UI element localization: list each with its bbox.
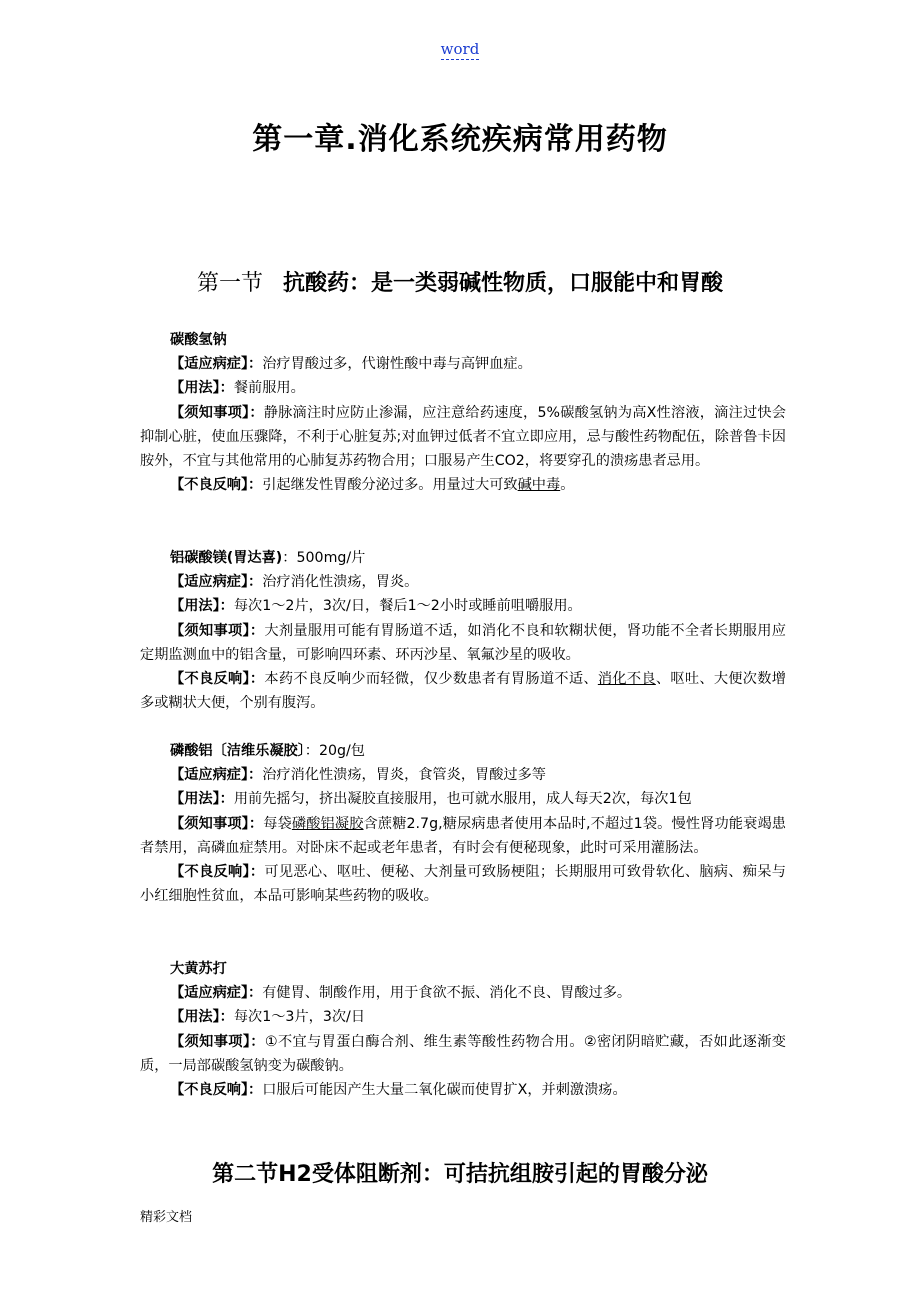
- section-1-number: 第一节: [196, 271, 263, 296]
- footer-text: 精彩文档: [140, 1210, 193, 1225]
- usage-line: 【用法】：每次1～2片，3次/日，餐后1～2小时或睡前咀嚼服用。: [170, 598, 582, 615]
- section-2-heading: [0, 1157, 920, 1188]
- usage-line: 【用法】：用前先摇匀，挤出凝胶直接服用，也可就水服用，成人每天2次，每次1包: [170, 791, 692, 808]
- chapter-title: 第一章.消化系统疾病常用药物: [252, 122, 668, 157]
- drug-entry-3: [140, 739, 786, 908]
- adverse-line: 【不良反响】：口服后可能因产生大量二氧化碳而使胃扩X，并刺激溃疡。: [170, 1082, 627, 1099]
- usage-line: 【用法】：每次1～3片，3次/日: [170, 1009, 366, 1026]
- section-2-title: 第二节H2受体阻断剂：可拮抗组胺引起的胃酸分泌: [212, 1162, 708, 1187]
- drug-name: 铝碳酸镁(胃达喜)：500mg/片: [170, 550, 366, 566]
- drug-entry-1: [140, 328, 786, 497]
- indication-line: 【适应病症】：治疗消化性溃疡，胃炎，食管炎，胃酸过多等: [170, 767, 546, 784]
- notice-line: 【须知事项】：大剂量服用可能有胃肠道不适，如消化不良和软糊状便，肾功能不全者长期服用应定期监测血中的铝含量，可影响四环素、环丙沙星、氧氟沙星的吸收。: [140, 622, 786, 663]
- adverse-line: 【不良反响】：引起继发性胃酸分泌过多。用量过大可致碱中毒。: [170, 477, 575, 494]
- drug-name: 碳酸氢钠: [170, 332, 227, 348]
- drug-entry-4: [140, 957, 786, 1102]
- adverse-line: 【不良反响】：本药不良反响少而轻微，仅少数患者有胃肠道不适、消化不良、呕吐、大便次数增多或糊状大便，个别有腹泻。: [140, 671, 786, 712]
- notice-line: 【须知事项】：静脉滴注时应防止渗漏，应注意给药速度，5%碳酸氢钠为高X性溶液，滴注过快会抑制心脏，使血压骤降，不利于心脏复苏;对血钾过低者不宜立即应用，忌与酸性药物配伍，除普鲁卡因胺外，不宜与其他常用的心肺复苏药物合用；口服易产生CO2，将要穿孔的溃疡患者忌用。: [140, 404, 786, 470]
- drug-entry-2: [140, 546, 786, 715]
- underlined-term: 磷酸铝凝胶: [291, 815, 364, 832]
- indication-line: 【适应病症】：有健胃、制酸作用，用于食欲不振、消化不良、胃酸过多。: [170, 985, 632, 1002]
- underlined-term: 消化不良: [597, 671, 656, 688]
- header-word-link[interactable]: word: [440, 40, 480, 58]
- drug-name: 磷酸铝〔洁维乐凝胶〕：20g/包: [170, 743, 365, 759]
- underlined-term: 碱中毒: [517, 477, 561, 494]
- section-1-heading: [0, 266, 920, 297]
- indication-line: 【适应病症】：治疗消化性溃疡，胃炎。: [170, 574, 419, 591]
- section-1-title: 抗酸药：是一类弱碱性物质，口服能中和胃酸: [283, 271, 724, 296]
- adverse-line: 【不良反响】：可见恶心、呕吐、便秘、大剂量可致肠梗阻；长期服用可致骨软化、脑病、痴呆与小红细胞性贫血，本品可影响某些药物的吸收。: [140, 864, 786, 905]
- drug-name: 大黄苏打: [170, 961, 227, 977]
- usage-line: 【用法】：餐前服用。: [170, 380, 305, 397]
- notice-line: 【须知事项】：每袋磷酸铝凝胶含蔗糖2.7g,糖尿病患者使用本品时,不超过1袋。慢性肾功能衰竭患者禁用，高磷血症禁用。对卧床不起或老年患者，有时会有便秘现象，此时可采用灌肠法。: [140, 815, 786, 856]
- notice-line: 【须知事项】：①不宜与胃蛋白酶合剂、维生素等酸性药物合用。②密闭阴暗贮藏，否如此逐渐变质，一局部碳酸氢钠变为碳酸钠。: [140, 1033, 786, 1074]
- indication-line: 【适应病症】：治疗胃酸过多，代谢性酸中毒与高钾血症。: [170, 356, 532, 373]
